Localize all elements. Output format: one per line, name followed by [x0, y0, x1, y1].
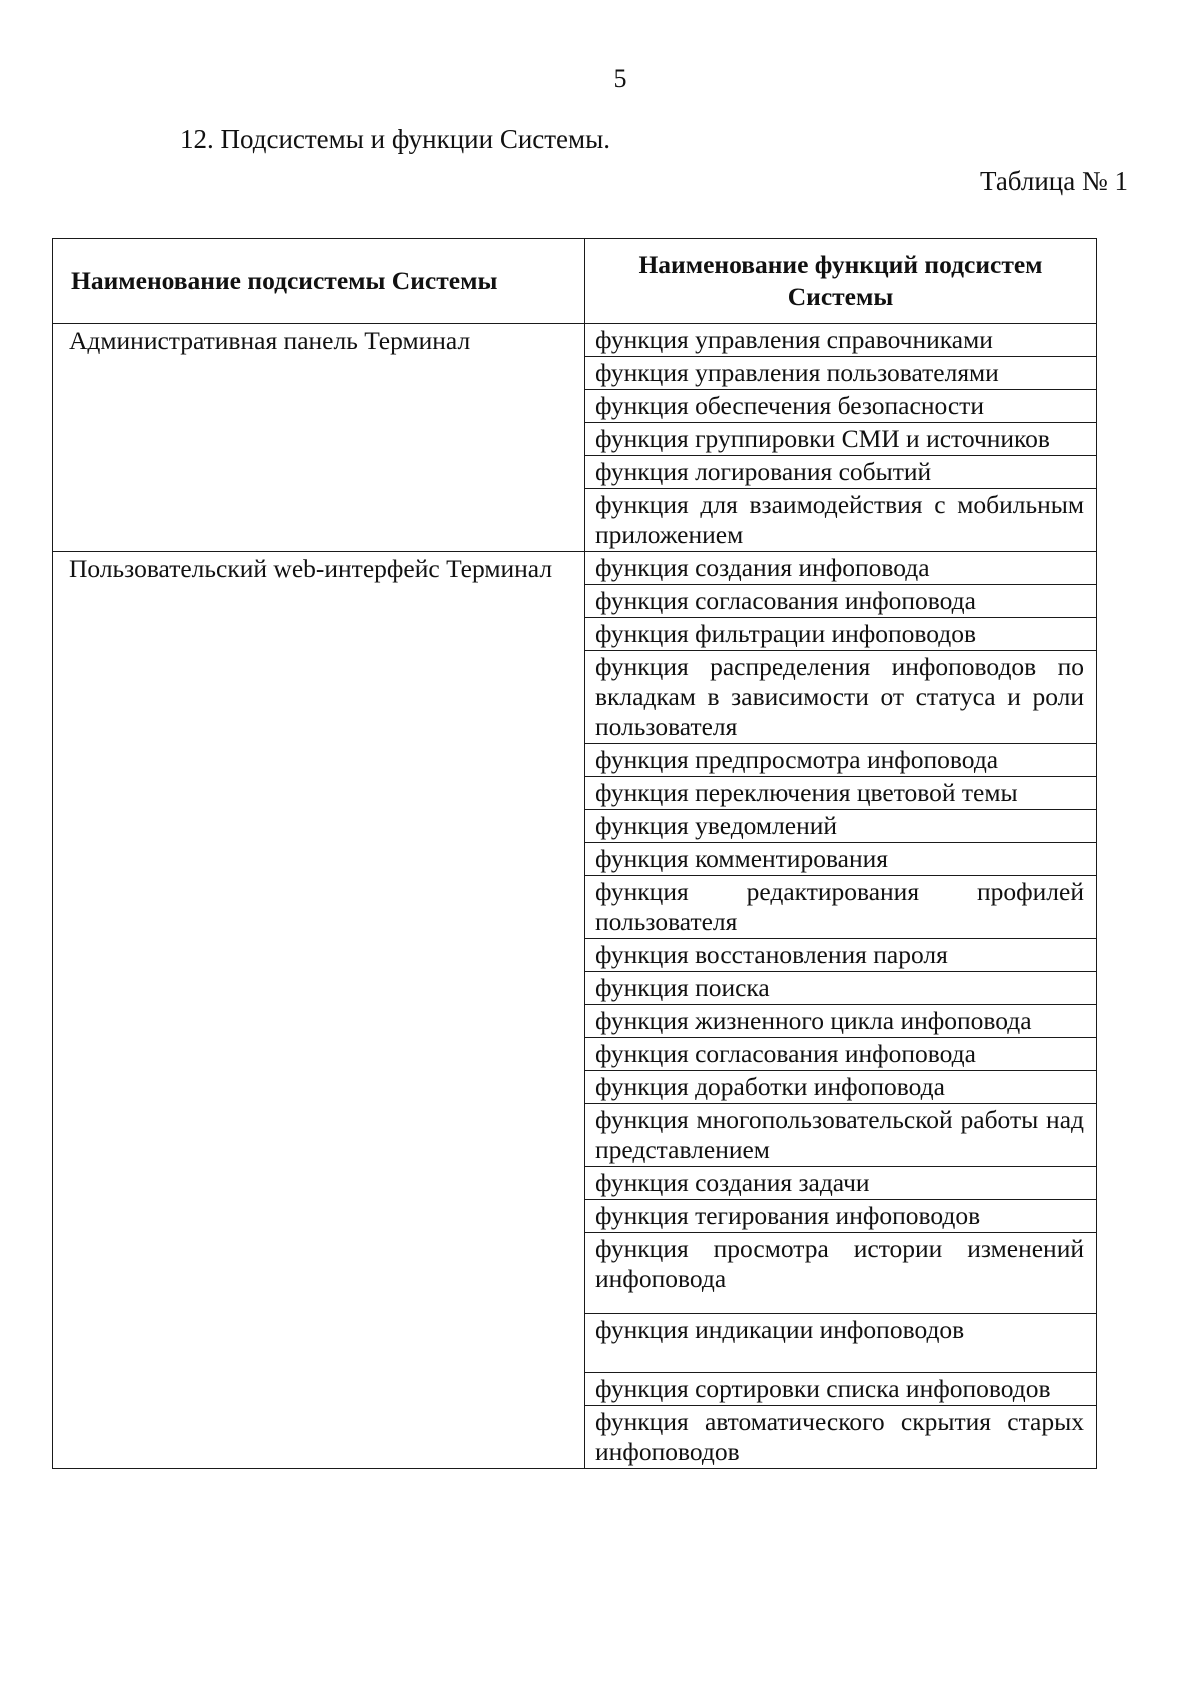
table-row: [53, 324, 1097, 357]
header-functions: Наименование функций подсистем Системы: [585, 239, 1097, 324]
function-cell: функция переключения цветовой темы: [585, 777, 1097, 810]
subsystems-table-container: [52, 238, 1096, 1469]
function-cell: функция просмотра истории изменений инфоповода: [585, 1233, 1097, 1314]
function-cell: функция сортировки списка инфоповодов: [585, 1373, 1097, 1406]
subsystems-table: [52, 238, 1097, 1469]
function-cell: функция доработки инфоповода: [585, 1071, 1097, 1104]
table-row: [53, 552, 1097, 585]
function-cell: функция многопользовательской работы над представлением: [585, 1104, 1097, 1167]
page-number: 5: [613, 64, 627, 93]
function-cell: функция восстановления пароля: [585, 939, 1097, 972]
function-cell: функция распределения инфоповодов по вкладкам в зависимости от статуса и роли пользователя: [585, 651, 1097, 744]
function-cell: функция управления справочниками: [585, 324, 1097, 357]
function-cell: функция комментирования: [585, 843, 1097, 876]
table-header-row: [53, 239, 1097, 324]
subsystem-name: Пользовательский web-интерфейс Терминал: [53, 552, 585, 1469]
function-cell: функция создания задачи: [585, 1167, 1097, 1200]
function-cell: функция поиска: [585, 972, 1097, 1005]
function-cell: функция уведомлений: [585, 810, 1097, 843]
function-cell: функция редактирования профилей пользователя: [585, 876, 1097, 939]
function-cell: функция обеспечения безопасности: [585, 390, 1097, 423]
function-cell: функция предпросмотра инфоповода: [585, 744, 1097, 777]
subsystem-name: Административная панель Терминал: [53, 324, 585, 552]
function-cell: функция автоматического скрытия старых инфоповодов: [585, 1406, 1097, 1469]
function-cell: функция управления пользователями: [585, 357, 1097, 390]
function-cell: функция жизненного цикла инфоповода: [585, 1005, 1097, 1038]
function-cell: функция логирования событий: [585, 456, 1097, 489]
function-cell: функция тегирования инфоповодов: [585, 1200, 1097, 1233]
section-title: 12. Подсистемы и функции Системы.: [180, 124, 611, 154]
function-cell: функция согласования инфоповода: [585, 1038, 1097, 1071]
function-cell: функция создания инфоповода: [585, 552, 1097, 585]
header-subsystem: Наименование подсистемы Системы: [53, 239, 585, 324]
function-cell: функция группировки СМИ и источников: [585, 423, 1097, 456]
table-caption: Таблица № 1: [980, 166, 1128, 196]
function-cell: функция согласования инфоповода: [585, 585, 1097, 618]
function-cell: функция индикации инфоповодов: [585, 1314, 1097, 1373]
function-cell: функция для взаимодействия с мобильным приложением: [585, 489, 1097, 552]
function-cell: функция фильтрации инфоповодов: [585, 618, 1097, 651]
